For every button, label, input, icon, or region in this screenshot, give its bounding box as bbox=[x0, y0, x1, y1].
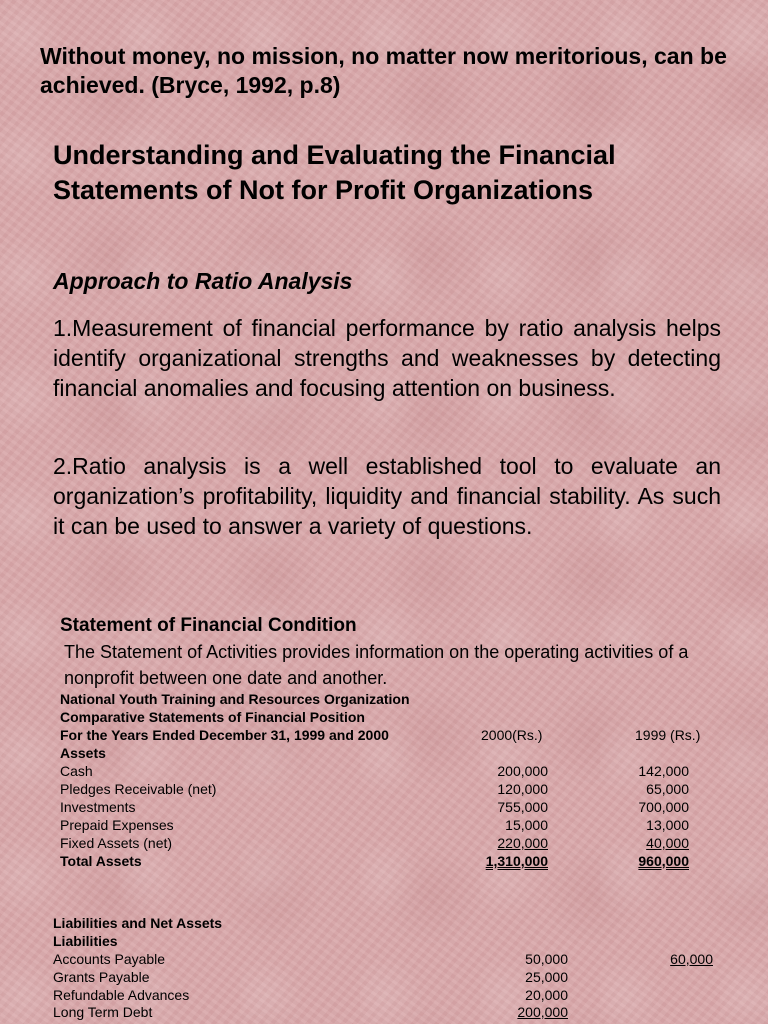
assets-heading: Assets bbox=[60, 745, 106, 761]
liabilities-net-assets-heading: Liabilities and Net Assets bbox=[53, 915, 223, 931]
section-subtitle: Approach to Ratio Analysis bbox=[53, 268, 353, 294]
row-label: Total Assets bbox=[60, 853, 142, 869]
value-2000: 755,000 bbox=[497, 799, 548, 815]
value-2000: 200,000 bbox=[517, 1004, 568, 1020]
value-2000: 25,000 bbox=[525, 969, 568, 985]
value-2000: 120,000 bbox=[497, 781, 548, 797]
doc-title: Comparative Statements of Financial Position bbox=[60, 709, 365, 725]
column-header-2000: 2000(Rs.) bbox=[481, 727, 543, 743]
value-1999: 142,000 bbox=[638, 763, 689, 779]
epigraph-quote: Without money, no mission, no matter now meritorious, can be achieved. (Bryce, 1992, p.8) bbox=[40, 43, 727, 98]
row-label: Prepaid Expenses bbox=[60, 817, 174, 833]
value-1999: 65,000 bbox=[646, 781, 689, 797]
statement-description: The Statement of Activities provides information on the operating activities of a nonprofit between one date and another. bbox=[64, 642, 689, 688]
column-header-1999: 1999 (Rs.) bbox=[635, 727, 701, 743]
total-1999: 960,000 bbox=[638, 853, 689, 869]
paragraph-1: 1.Measurement of financial performance by ratio analysis helps identify organizational strengths and weaknesses by detecting financial anomalies and focusing attention on business. bbox=[53, 315, 721, 401]
org-name: National Youth Training and Resources Organization bbox=[60, 691, 410, 707]
paragraph-2: 2.Ratio analysis is a well established tool to evaluate an organization’s profitability, liquidity and financial stability. As such it can be used to answer a variety of questions. bbox=[53, 453, 721, 539]
value-2000: 220,000 bbox=[497, 835, 548, 851]
row-label: Grants Payable bbox=[53, 969, 150, 985]
value-2000: 50,000 bbox=[525, 951, 568, 967]
row-label: Long Term Debt bbox=[53, 1004, 153, 1020]
row-label: Accounts Payable bbox=[53, 951, 166, 967]
value-2000: 200,000 bbox=[497, 763, 548, 779]
value-2000: 15,000 bbox=[505, 817, 548, 833]
value-2000: 20,000 bbox=[525, 987, 568, 1003]
value-1999: 60,000 bbox=[670, 951, 713, 967]
liabilities-heading: Liabilities bbox=[53, 933, 118, 949]
statement-title: Statement of Financial Condition bbox=[60, 615, 357, 636]
period: For the Years Ended December 31, 1999 and 2000 bbox=[60, 727, 389, 743]
row-label: Cash bbox=[60, 763, 93, 779]
total-2000: 1,310,000 bbox=[485, 853, 548, 869]
row-label: Fixed Assets (net) bbox=[60, 835, 173, 851]
value-1999: 13,000 bbox=[646, 817, 689, 833]
row-label: Investments bbox=[60, 799, 136, 815]
value-1999: 700,000 bbox=[638, 799, 689, 815]
row-label: Pledges Receivable (net) bbox=[60, 781, 217, 797]
value-1999: 40,000 bbox=[646, 835, 689, 851]
slide-title: Understanding and Evaluating the Financial Statements of Not for Profit Organizations bbox=[53, 140, 616, 205]
row-label: Refundable Advances bbox=[53, 987, 190, 1003]
